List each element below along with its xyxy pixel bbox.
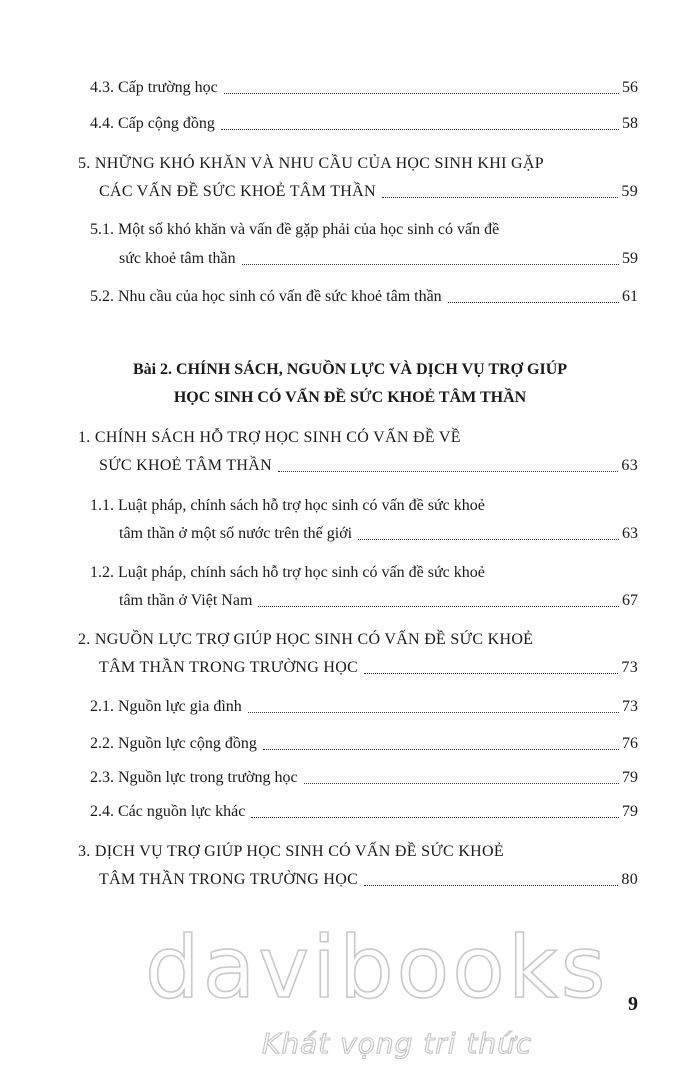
dot-leader: [251, 817, 619, 818]
toc-page-number: 80: [621, 871, 638, 888]
toc-page-number: 59: [621, 183, 638, 200]
toc-page-number: 79: [622, 769, 638, 786]
toc-entry-label: 5.2. Nhu cầu của học sinh có vấn đề sức khoẻ tâm thần: [90, 288, 442, 305]
dot-leader: [364, 885, 618, 886]
dot-leader: [358, 539, 619, 540]
toc-entry-1: [99, 456, 638, 476]
toc-page-number: 63: [621, 457, 638, 474]
dot-leader: [263, 749, 619, 750]
toc-entry-label: 2.1. Nguồn lực gia đình: [90, 698, 242, 715]
dot-leader: [448, 302, 619, 303]
toc-entry-4-3: [90, 78, 638, 98]
toc-entry-1-1-line1: 1.1. Luật pháp, chính sách hỗ trợ học sinh có vấn đề sức khoẻ: [90, 497, 485, 514]
page-number: 9: [628, 993, 638, 1015]
dot-leader: [382, 197, 619, 198]
dot-leader: [248, 712, 619, 713]
lesson-2-heading-line2: HỌC SINH CÓ VẤN ĐỀ SỨC KHOẺ TÂM THẦN: [173, 389, 527, 406]
toc-entry-label: TÂM THẦN TRONG TRƯỜNG HỌC: [99, 871, 359, 888]
toc-entry-label: tâm thần ở Việt Nam: [119, 592, 253, 609]
dot-leader: [242, 264, 619, 265]
toc-entry-label: sức khoẻ tâm thần: [119, 250, 236, 267]
toc-page-number: 59: [622, 250, 638, 267]
toc-page-number: 56: [622, 79, 638, 96]
toc-entry-3-line1: 3. DỊCH VỤ TRỢ GIÚP HỌC SINH CÓ VẤN ĐỀ SỨC KHOẺ: [78, 843, 504, 860]
toc-entry-1-2: [119, 591, 638, 611]
toc-entry-1-line1: 1. CHÍNH SÁCH HỖ TRỢ HỌC SINH CÓ VẤN ĐỀ VỀ: [78, 429, 461, 446]
toc-entry-2-1: [90, 697, 638, 717]
toc-entry-2-3: [90, 768, 638, 788]
toc-entry-5-2: [90, 287, 638, 307]
toc-page-number: 73: [621, 659, 638, 676]
toc-page-number: 67: [622, 592, 638, 609]
dot-leader: [258, 606, 619, 607]
watermark-slogan: Khát vọng tri thức: [262, 1027, 533, 1060]
lesson-2-heading-line1: Bài 2. CHÍNH SÁCH, NGUỒN LỰC VÀ DỊCH VỤ TRỢ GIÚP: [132, 361, 568, 378]
toc-entry-2-2: [90, 734, 638, 754]
toc-entry-label: 2.4. Các nguồn lực khác: [90, 803, 246, 820]
toc-entry-5-1: [119, 249, 638, 269]
toc-entry-label: SỨC KHOẺ TÂM THẦN: [99, 457, 272, 474]
toc-entry-1-2-line1: 1.2. Luật pháp, chính sách hỗ trợ học sinh có vấn đề sức khoẻ: [90, 564, 485, 581]
toc-entry-2: [99, 658, 638, 678]
toc-entry-3: [99, 870, 638, 890]
toc-page-number: 79: [622, 803, 638, 820]
dot-leader: [224, 93, 619, 94]
toc-page-number: 58: [622, 115, 638, 132]
toc-entry-label: 2.2. Nguồn lực cộng đồng: [90, 735, 257, 752]
toc-page-number: 61: [622, 288, 638, 305]
toc-entry-4-4: [90, 114, 638, 134]
dot-leader: [364, 673, 618, 674]
toc-entry-label: 4.4. Cấp cộng đồng: [90, 115, 215, 132]
toc-page-number: 63: [622, 525, 638, 542]
watermark-logo: davibooks: [145, 918, 609, 1018]
toc-entry-label: TÂM THẦN TRONG TRƯỜNG HỌC: [99, 659, 359, 676]
toc-entry-label: 4.3. Cấp trường học: [90, 79, 218, 96]
toc-entry-2-4: [90, 802, 638, 822]
toc-entry-label: 2.3. Nguồn lực trong trường học: [90, 769, 298, 786]
toc-entry-label: tâm thần ở một số nước trên thế giới: [119, 525, 353, 542]
dot-leader: [221, 129, 619, 130]
toc-entry-1-1: [119, 524, 638, 544]
toc-entry-label: CÁC VẤN ĐỀ SỨC KHOẺ TÂM THẦN: [99, 183, 376, 200]
toc-page-number: 76: [622, 735, 638, 752]
toc-entry-5-1-line1: 5.1. Một số khó khăn và vấn đề gặp phải của học sinh có vấn đề: [90, 221, 500, 238]
toc-page-number: 73: [622, 698, 638, 715]
toc-entry-2-line1: 2. NGUỒN LỰC TRỢ GIÚP HỌC SINH CÓ VẤN ĐỀ SỨC KHOẺ: [78, 631, 534, 648]
toc-entry-5: [99, 182, 638, 202]
toc-entry-5-line1: 5. NHỮNG KHÓ KHĂN VÀ NHU CẦU CỦA HỌC SINH KHI GẶP: [78, 155, 544, 172]
dot-leader: [304, 783, 619, 784]
dot-leader: [278, 471, 618, 472]
